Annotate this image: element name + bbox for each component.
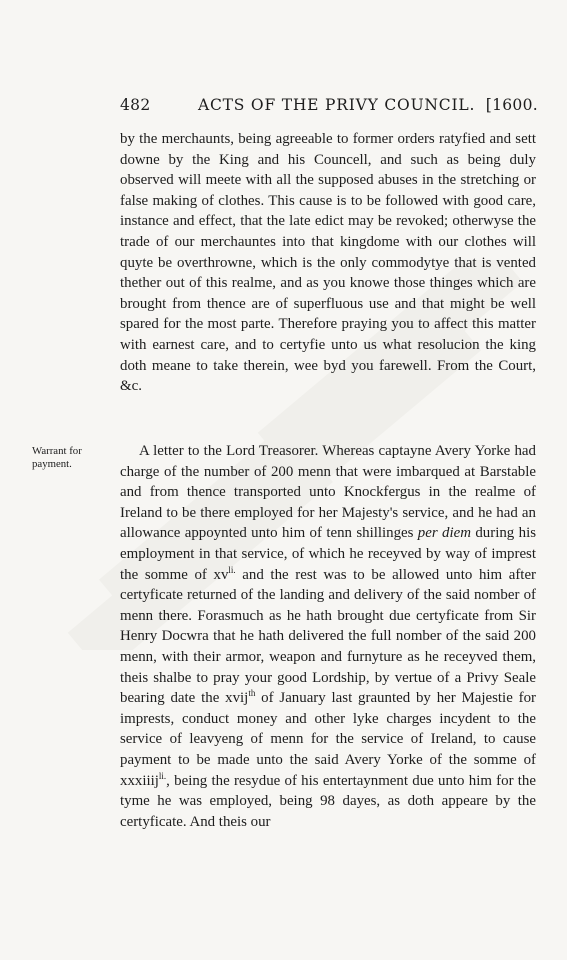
- page-number: 482: [120, 96, 151, 114]
- text-run: , being the resydue of his entertaynment due unto him for the tyme he was employed, being 98 dayes, as doth appeare by the certyficate. And theis our: [120, 772, 536, 830]
- running-title: ACTS OF THE PRIVY COUNCIL.: [198, 96, 476, 114]
- text-run: of January last graunted by her Majestie for imprests, conduct money and other lyke charges incydent to the service of leavyeng of menn for the service of Ireland, to cause payment to be made unto the said Avery Yorke of the somme of xxxiiij: [120, 690, 536, 789]
- superscript: li.: [228, 564, 236, 575]
- running-year: [1600.: [485, 96, 538, 114]
- superscript: th: [248, 688, 256, 699]
- running-head: [120, 96, 538, 120]
- text-run: and the rest was to be allowed unto him after certyficate returned of the landing and delivery of the said nomber of menn there. Forasmuch as he hath brought due certyficate from Sir Henry Docwra that he hath delivered the full nomber of the said 200 menn, with their armor, weapon and furnyture as he receyved them, theis shalbe to pray your good Lordship, by vertue of a Privy Seale bearing date the xvij: [120, 566, 537, 707]
- text-run: during his employment in that service, of which he receyved by way of imprest the somme of xv: [120, 525, 536, 583]
- paragraph-continued: by the merchaunts, being agreeable to former orders ratyfied and sett downe by the King and his Councell, and such as being duly observed will meete with all the supposed abuses in the stretching or false making of clothes. This cause is to be followed with good care, instance and effect, that the late edict may be revoked; otherwyse the trade of our merchauntes into that kingdome with our clothes will quyte be overthrowne, which is the only commodytye that is vented thether out of this realme, and as you knowe those thinges which are brought from thence are of superfluous use and that might be well spared for the most parte. Therefore praying you to affect this matter with earnest care, and to certyfie unto us what resolucion the king doth meane to take therein, wee byd you farewell. From the Court, &c.: [120, 131, 536, 395]
- paragraph-warrant-letter: [120, 441, 536, 832]
- italic-phrase: per diem: [417, 525, 471, 542]
- superscript: li.: [158, 770, 167, 781]
- margin-note: Warrant for payment.: [32, 445, 82, 470]
- text-run: A letter to the Lord Treasorer. Whereas captayne Avery Yorke had charge of the number of 200 menn that were imbarqued at Barstable and from thence transported unto Knockfergus in the realme of Ireland to be there employed for her Majesty's service, and he had an allowance appoynted unto him of tenn shillinges: [120, 443, 536, 542]
